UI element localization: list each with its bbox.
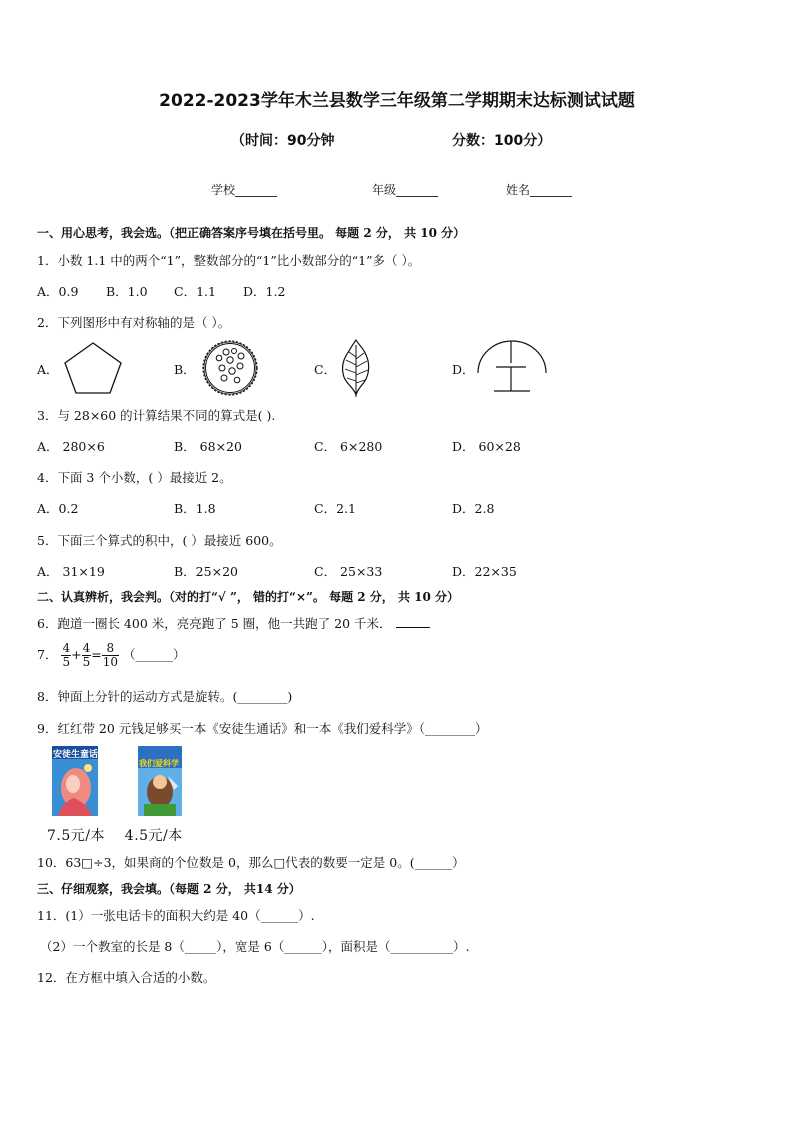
- q2-option-c[interactable]: C．: [314, 362, 337, 377]
- question-5: 5．下面三个算式的积中，( ）最接近 600。: [37, 533, 282, 548]
- question-11-part-2: （2）一个教室的长是 8（_____），宽是 6（______），面积是（__________）.: [40, 939, 470, 954]
- book-cover-science: [138, 746, 182, 816]
- q3-option-b[interactable]: B． 68×20: [174, 439, 242, 454]
- question-7: [37, 642, 185, 669]
- q7-label: 7．: [37, 647, 58, 662]
- q1-option-a[interactable]: A．0.9: [37, 284, 79, 299]
- question-6: [37, 614, 430, 632]
- question-4: 4．下面 3 个小数，( ）最接近 2。: [37, 470, 232, 485]
- fraction-3: $\frac{8}{10}$: [102, 641, 118, 669]
- q5-option-d[interactable]: D．22×35: [452, 564, 517, 579]
- question-1: 1．小数 1.1 中的两个“1”，整数部分的“1”比小数部分的“1”多（ ）。: [37, 253, 421, 268]
- school-field[interactable]: 学校_______: [211, 183, 278, 197]
- q2-option-b[interactable]: B．: [174, 362, 196, 377]
- question-10: 10．63□÷3，如果商的个位数是 0，那么□代表的数要一定是 0。(______）: [37, 855, 465, 870]
- pentagon-figure: [62, 340, 124, 396]
- plus-sign: +: [71, 647, 82, 662]
- q5-option-b[interactable]: B．25×20: [174, 564, 238, 579]
- question-2: 2．下列图形中有对称轴的是（ ）。: [37, 315, 231, 330]
- question-6-text: 6．跑道一圈长 400 米，亮亮跑了 5 圈，他一共跑了 20 千米．: [37, 616, 392, 631]
- q3-option-a[interactable]: A． 280×6: [37, 439, 105, 454]
- exam-score: 分数：100分）: [452, 133, 552, 149]
- question-8: 8．钟面上分针的运动方式是旋转。(________): [37, 689, 293, 704]
- grade-field[interactable]: 年级_______: [372, 183, 439, 197]
- section-3-heading: 三、仔细观察，我会填。（每题 2 分， 共14 分）: [37, 882, 301, 896]
- book-2-title: 我们爱科学: [139, 759, 179, 768]
- question-9: 9．红红带 20 元钱足够买一本《安徒生通话》和一本《我们爱科学》（________）: [37, 721, 488, 736]
- q4-option-a[interactable]: A．0.2: [37, 501, 79, 516]
- exam-time: （时间：90分钟: [231, 133, 335, 149]
- q3-option-c[interactable]: C． 6×280: [314, 439, 383, 454]
- section-2-heading: 二、认真辨析，我会判。（对的打“√ ”， 错的打“×”。 每题 2 分， 共 10 分）: [37, 590, 460, 604]
- book-prices: 7.5元/本 4.5元/本: [47, 828, 183, 844]
- name-field[interactable]: 姓名_______: [506, 183, 573, 197]
- q1-option-b[interactable]: B．1.0: [106, 284, 148, 299]
- equals-sign: =: [91, 647, 102, 662]
- arch-figure: [474, 337, 550, 397]
- q1-option-d[interactable]: D．1.2: [243, 284, 286, 299]
- q5-option-c[interactable]: C． 25×33: [314, 564, 383, 579]
- question-11-part-1: 11．(1）一张电话卡的面积大约是 40（______）.: [37, 908, 315, 923]
- page-title: 2022-2023学年木兰县数学三年级第二学期期末达标测试试题: [159, 91, 635, 111]
- q5-option-a[interactable]: A． 31×19: [37, 564, 105, 579]
- question-3: 3．与 28×60 的计算结果不同的算式是( ).: [37, 408, 276, 423]
- q1-option-c[interactable]: C．1.1: [174, 284, 216, 299]
- fraction-1: $\frac{4}{5}$: [62, 641, 71, 669]
- scalloped-circle-figure: [200, 338, 260, 398]
- leaf-figure: [338, 337, 374, 399]
- fraction-2: $\frac{4}{5}$: [82, 641, 91, 669]
- q6-answer-blank[interactable]: [396, 615, 430, 628]
- q4-option-c[interactable]: C．2.1: [314, 501, 356, 516]
- question-12: 12．在方框中填入合适的小数。: [37, 970, 216, 985]
- q4-option-b[interactable]: B．1.8: [174, 501, 216, 516]
- q2-option-d[interactable]: D．: [452, 362, 475, 377]
- q3-option-d[interactable]: D． 60×28: [452, 439, 521, 454]
- q4-option-d[interactable]: D．2.8: [452, 501, 495, 516]
- book-1-title: 安徒生童话: [53, 750, 99, 760]
- q7-answer-blank[interactable]: （______）: [122, 647, 186, 662]
- q2-option-a[interactable]: A．: [37, 362, 59, 377]
- section-1-heading: 一、用心思考，我会选。（把正确答案序号填在括号里。 每题 2 分， 共 10 分）: [37, 226, 466, 240]
